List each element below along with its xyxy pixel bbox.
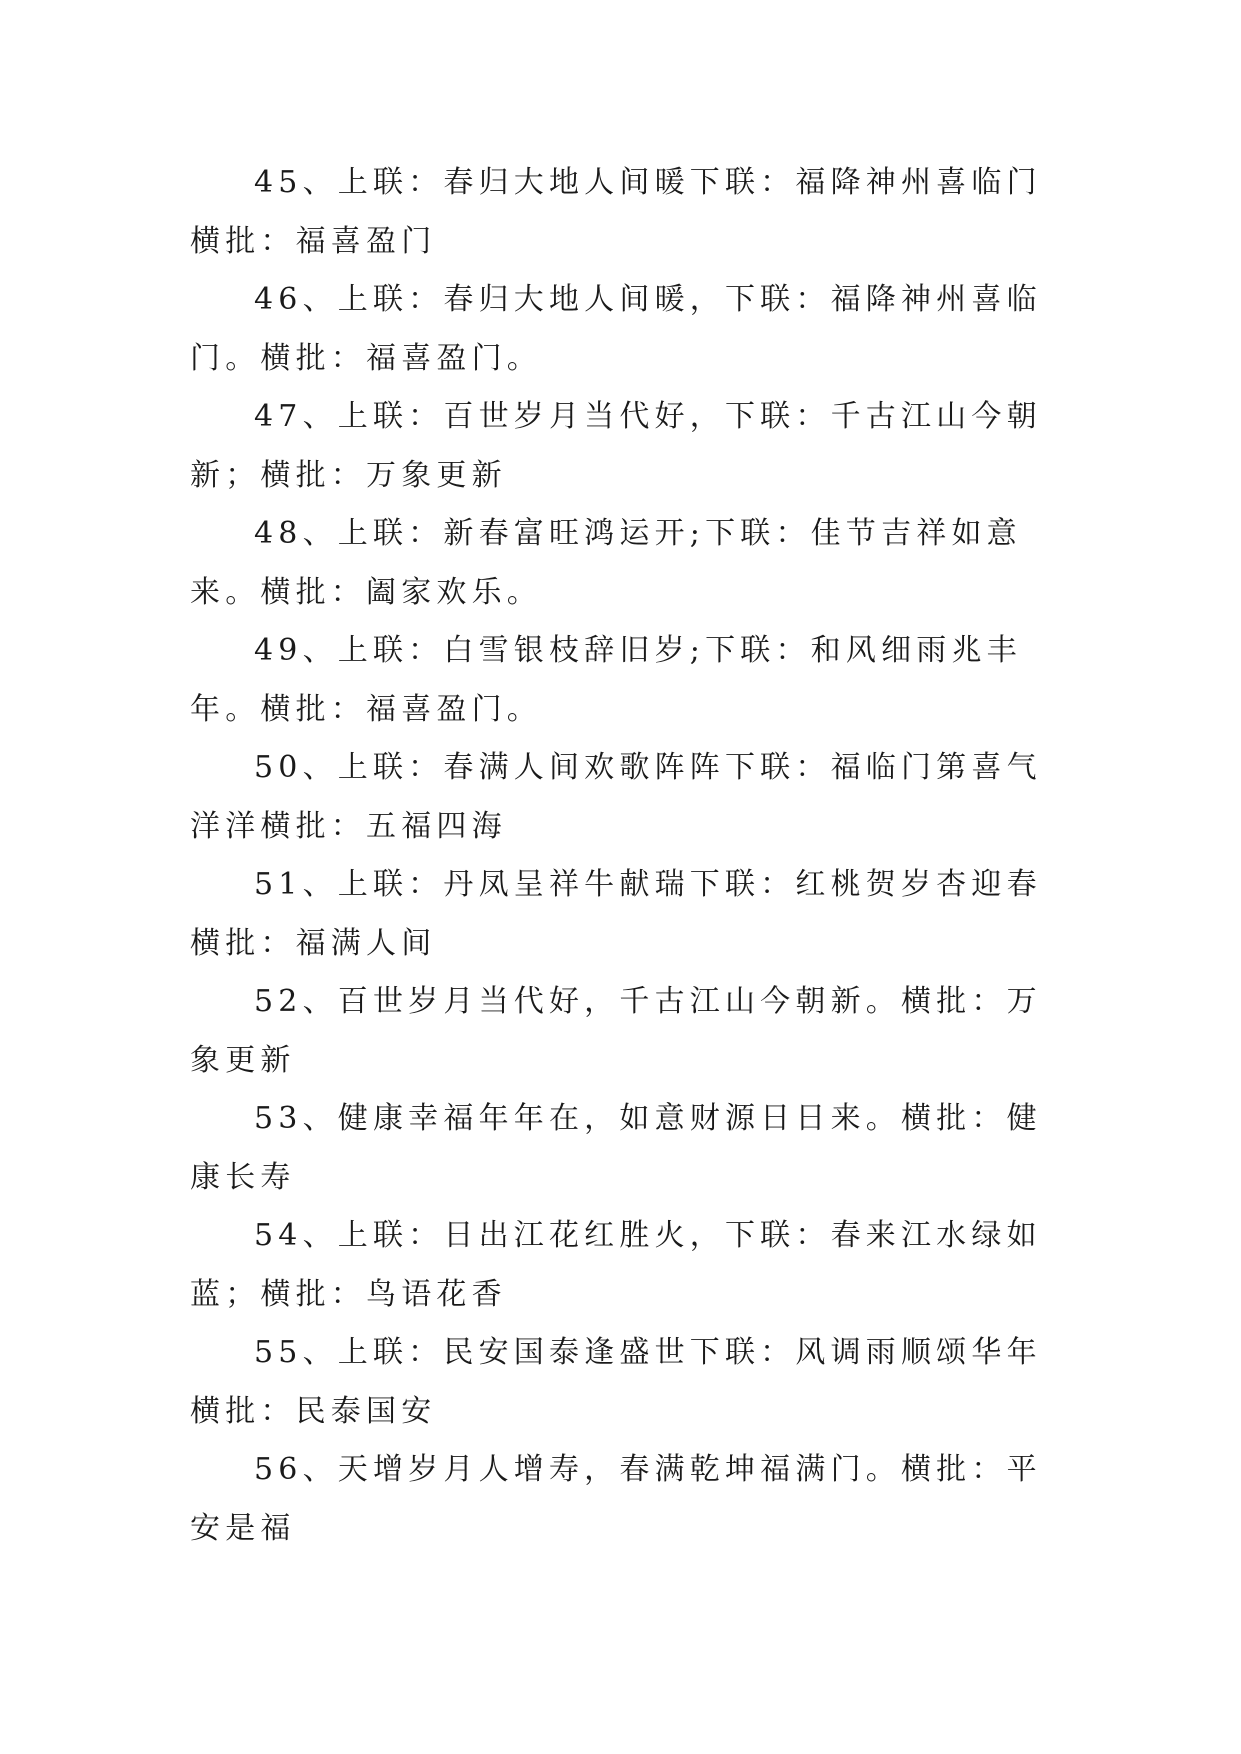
couplet-paragraph-55: 55、上联：民安国泰逢盛世下联：风调雨顺颂华年横批：民泰国安 — [190, 1335, 1042, 1429]
couplet-paragraph-48: 48、上联：新春富旺鸿运开;下联：佳节吉祥如意来。横批：阖家欢乐。 — [190, 516, 1022, 610]
couplet-paragraph-45: 45、上联：春归大地人间暖下联：福降神州喜临门横批：福喜盈门 — [190, 165, 1042, 259]
couplet-paragraph-49: 49、上联：白雪银枝辞旧岁;下联：和风细雨兆丰年。横批：福喜盈门。 — [190, 633, 1022, 727]
couplet-paragraph-47: 47、上联：百世岁月当代好，下联：千古江山今朝新；横批：万象更新 — [190, 399, 1042, 493]
couplet-paragraph-51: 51、上联：丹凤呈祥牛献瑞下联：红桃贺岁杏迎春横批：福满人间 — [190, 867, 1042, 961]
couplet-paragraph-54: 54、上联：日出江花红胜火，下联：春来江水绿如蓝；横批：鸟语花香 — [190, 1218, 1042, 1312]
couplet-paragraph-53: 53、健康幸福年年在，如意财源日日来。横批：健康长寿 — [190, 1101, 1042, 1195]
couplet-paragraph-52: 52、百世岁月当代好，千古江山今朝新。横批：万象更新 — [190, 984, 1042, 1078]
couplet-list — [190, 154, 1060, 1558]
couplet-paragraph-46: 46、上联：春归大地人间暖，下联：福降神州喜临门。横批：福喜盈门。 — [190, 282, 1042, 376]
couplet-paragraph-50: 50、上联：春满人间欢歌阵阵下联：福临门第喜气洋洋横批：五福四海 — [190, 750, 1042, 844]
couplet-paragraph-56: 56、天增岁月人增寿，春满乾坤福满门。横批：平安是福 — [190, 1452, 1042, 1546]
